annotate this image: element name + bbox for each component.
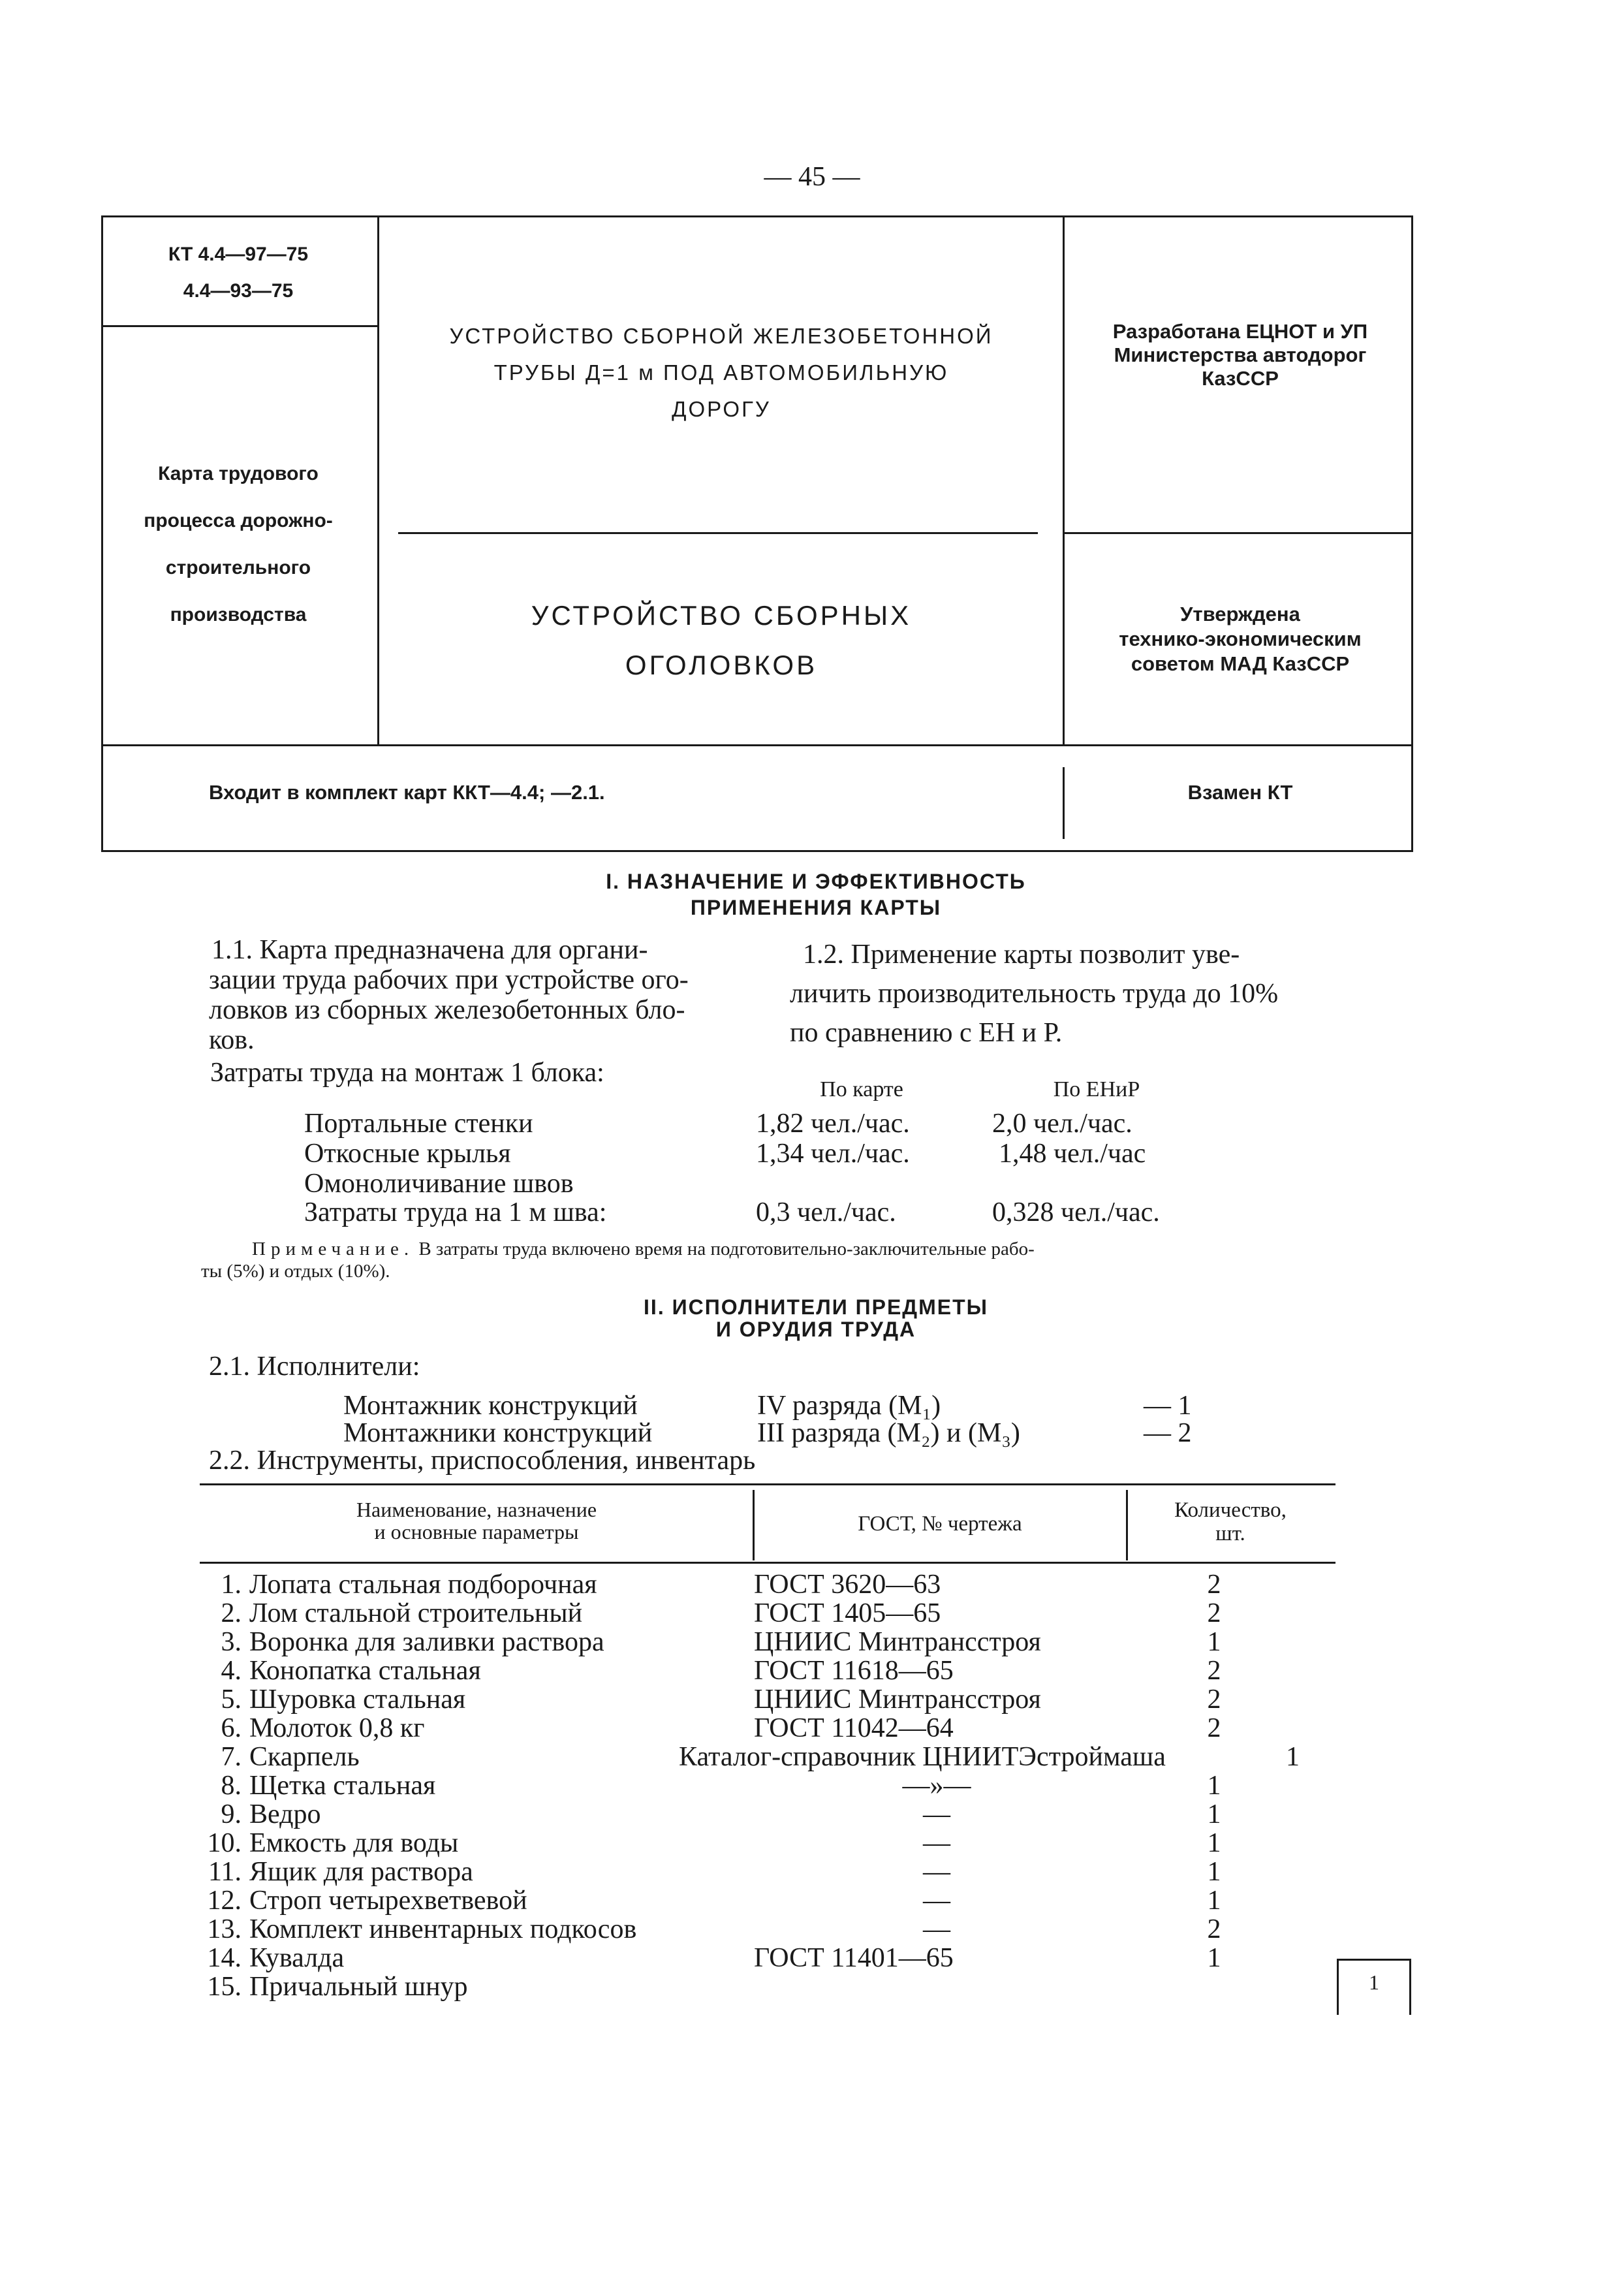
tool-name: Скарпель (249, 1742, 360, 1772)
worker-1-name: Монтажник конструкций (343, 1391, 638, 1421)
costs-row-4-name: Затраты труда на 1 м шва: (304, 1197, 607, 1227)
section-2-title-line-1: II. ИСПОЛНИТЕЛИ ПРЕДМЕТЫ (644, 1295, 988, 1319)
tool-gost: Каталог-справочник ЦНИИТЭстроймаша (679, 1742, 1166, 1772)
table-header-name (209, 1498, 744, 1543)
tool-number: 8. (221, 1771, 242, 1801)
codes-bottom-border (101, 325, 377, 327)
tool-quantity: 1 (1207, 1886, 1221, 1916)
tool-name: Щетка стальная (249, 1771, 436, 1801)
tool-quantity: 2 (1207, 1713, 1221, 1743)
tool-name: Строп четырехветвевой (249, 1886, 527, 1916)
p12-line-2: личить производительность труда до 10% (790, 979, 1279, 1009)
tool-gost: ЦНИИС Минтрансстроя (754, 1684, 1041, 1715)
set-info: Входит в комплект карт ККТ—4.4; —2.1. (209, 781, 605, 804)
tool-name: Шуровка стальная (249, 1684, 466, 1715)
header-left-border (101, 215, 103, 852)
developed-by-line-1: Разработана ЕЦНОТ и УП (1112, 320, 1368, 343)
title-separator (398, 532, 1038, 534)
table-header-name-line-2: и основные параметры (374, 1520, 579, 1543)
paragraph-1-1 (209, 935, 796, 1055)
paragraph-2-2: 2.2. Инструменты, приспособления, инвентарь (209, 1446, 756, 1476)
tool-quantity: 1 (1207, 1799, 1221, 1829)
header-top-border (101, 215, 1413, 217)
card-type (104, 451, 372, 639)
card-code-2: 4.4—93—75 (183, 280, 294, 302)
tool-gost: — (923, 1799, 950, 1829)
tool-gost: — (923, 1828, 950, 1858)
p12-line-1: 1.2. Применение карты позволит уве- (803, 940, 1240, 970)
table-header-bottom-border (200, 1562, 1335, 1564)
tool-number: 11. (208, 1857, 242, 1887)
tool-name: Воронка для заливки раствора (249, 1627, 604, 1657)
table-col-divider-2 (1126, 1490, 1128, 1560)
approved-by (1070, 602, 1410, 676)
card-code-1: КТ 4.4—97—75 (168, 244, 309, 265)
p11-line-4: ков. (209, 1025, 255, 1055)
sub-title-line-1: УСТРОЙСТВО СБОРНЫХ (531, 600, 912, 631)
tool-name: Комплект инвентарных подкосов (249, 1914, 637, 1944)
tool-name: Конопатка стальная (249, 1656, 481, 1686)
tool-number: 7. (221, 1742, 242, 1772)
tool-quantity: 1 (1207, 1627, 1221, 1657)
set-info-divider (1063, 767, 1065, 839)
header-bottom-border (101, 850, 1413, 852)
costs-row-1-card: 1,82 чел./час. (756, 1109, 910, 1139)
tool-gost: — (923, 1886, 950, 1916)
tool-number: 3. (221, 1627, 242, 1657)
header-mid-border (101, 744, 1413, 746)
table-header-gost: ГОСТ, № чертежа (858, 1512, 1022, 1536)
costs-title: Затраты труда на монтаж 1 блока: (210, 1058, 604, 1088)
tool-name: Кувалда (249, 1943, 345, 1973)
section-1-title-line-2: ПРИМЕНЕНИЯ КАРТЫ (690, 896, 942, 919)
card-type-line-2: процесса дорожно- (144, 510, 333, 531)
section-2-title (392, 1296, 1240, 1340)
tool-name: Лом стальной строительный (249, 1598, 583, 1628)
worker-2-name: Монтажники конструкций (343, 1418, 653, 1448)
main-title (392, 318, 1051, 428)
card-codes (104, 236, 372, 309)
table-header-name-line-1: Наименование, назначение (356, 1498, 597, 1521)
tool-gost: ЦНИИС Минтрансстроя (754, 1627, 1041, 1657)
section-1-title-line-1: I. НАЗНАЧЕНИЕ И ЭФФЕКТИВНОСТЬ (606, 870, 1026, 893)
tool-quantity: 2 (1207, 1656, 1221, 1686)
p11-line-2: зации труда рабочих при устройстве ого- (209, 965, 689, 995)
header-divider-2 (1063, 215, 1065, 744)
tool-gost: ГОСТ 1405—65 (754, 1598, 941, 1628)
tool-quantity: 1 (1207, 1943, 1221, 1973)
costs-row-2-name: Откосные крылья (304, 1139, 511, 1169)
paragraph-2-1: 2.1. Исполнители: (209, 1352, 420, 1382)
tool-quantity: 2 (1207, 1598, 1221, 1628)
paragraph-1-2 (790, 935, 1377, 1052)
tool-number: 9. (221, 1799, 242, 1829)
card-type-line-4: производства (170, 604, 307, 625)
worker-2-grade: III разряда (M₂) и (M₃) (757, 1418, 1020, 1448)
tool-quantity: 2 (1207, 1914, 1221, 1944)
sheet-box-top (1337, 1959, 1411, 1961)
table-header-qty-line-1: Количество, (1174, 1498, 1287, 1522)
note-text: В затраты труда включено время на подготовительно-заключительные рабо- (418, 1239, 1035, 1259)
approved-by-line-2: технико-экономическим (1119, 627, 1362, 650)
sheet-box-left (1337, 1959, 1339, 2015)
tool-gost: —»— (902, 1771, 971, 1801)
tool-number: 6. (221, 1713, 242, 1743)
worker-2-count: — 2 (1144, 1418, 1192, 1448)
tool-quantity: 2 (1207, 1570, 1221, 1600)
table-col-divider-1 (753, 1490, 755, 1560)
note-label: Примечание. (252, 1239, 414, 1259)
tool-gost: ГОСТ 3620—63 (754, 1570, 941, 1600)
main-title-line-1: УСТРОЙСТВО СБОРНОЙ ЖЕЛЕЗОБЕТОННОЙ (449, 324, 993, 348)
tool-name: Причальный шнур (249, 1972, 468, 2002)
card-type-line-1: Карта трудового (158, 463, 319, 484)
tool-number: 2. (221, 1598, 242, 1628)
sub-title-line-2: ОГОЛОВКОВ (625, 650, 818, 680)
tool-gost: — (923, 1857, 950, 1887)
tool-quantity: 1 (1207, 1828, 1221, 1858)
tool-quantity: 1 (1207, 1771, 1221, 1801)
p11-line-3: ловков из сборных железобетонных бло- (209, 995, 685, 1025)
tool-quantity: 1 (1207, 1857, 1221, 1887)
sub-title (392, 591, 1051, 690)
table-header-qty (1129, 1498, 1332, 1545)
card-type-line-3: строительного (165, 557, 311, 578)
tool-name: Ящик для раствора (249, 1857, 473, 1887)
approved-by-line-1: Утверждена (1180, 603, 1300, 625)
tool-gost: ГОСТ 11618—65 (754, 1656, 954, 1686)
replaces-info: Взамен КТ (1187, 781, 1293, 804)
section-2-title-line-2: И ОРУДИЯ ТРУДА (715, 1318, 916, 1341)
developed-by-line-2: Министерства автодорог (1114, 343, 1367, 366)
developed-by (1070, 320, 1410, 390)
main-title-line-3: ДОРОГУ (672, 397, 771, 421)
tool-name: Ведро (249, 1799, 321, 1829)
note (252, 1237, 1375, 1261)
costs-row-4-card: 0,3 чел./час. (756, 1197, 896, 1227)
tool-gost: ГОСТ 11042—64 (754, 1713, 954, 1743)
costs-row-1-name: Портальные стенки (304, 1109, 533, 1139)
tool-number: 14. (207, 1943, 242, 1973)
tool-quantity: 2 (1207, 1684, 1221, 1715)
tool-number: 15. (207, 1972, 242, 2002)
costs-row-1-enir: 2,0 чел./час. (992, 1109, 1132, 1139)
tool-number: 10. (207, 1828, 242, 1858)
sheet-box-right (1409, 1959, 1411, 2015)
tool-name: Емкость для воды (249, 1828, 459, 1858)
costs-header-card: По карте (820, 1077, 903, 1101)
tool-name: Молоток 0,8 кг (249, 1713, 425, 1743)
tool-number: 1. (221, 1570, 242, 1600)
tool-gost: ГОСТ 11401—65 (754, 1943, 954, 1973)
worker-1-count: — 1 (1144, 1391, 1192, 1421)
approved-by-line-3: советом МАД КазССР (1131, 652, 1350, 675)
header-divider-1 (377, 215, 379, 744)
costs-row-3-name: Омоноличивание швов (304, 1169, 574, 1199)
note-text-2: ты (5%) и отдых (10%). (201, 1261, 390, 1282)
developed-by-line-3: КазССР (1202, 367, 1279, 390)
p11-line-1: 1.1. Карта предназначена для органи- (211, 935, 648, 965)
main-title-line-2: ТРУБЫ Д=1 м ПОД АВТОМОБИЛЬНУЮ (493, 360, 949, 385)
costs-header-enir: По ЕНиР (1053, 1077, 1140, 1101)
table-top-border (200, 1483, 1335, 1485)
costs-row-2-enir: 1,48 чел./час (999, 1139, 1146, 1169)
section-1-title (326, 868, 1305, 921)
tool-number: 5. (221, 1684, 242, 1715)
sheet-number: 1 (1369, 1970, 1379, 1994)
page-number: — 45 — (764, 162, 860, 192)
table-header-qty-line-2: шт. (1215, 1522, 1245, 1545)
tool-gost: — (923, 1914, 950, 1944)
costs-row-2-card: 1,34 чел./час. (756, 1139, 910, 1169)
worker-1-grade: IV разряда (M₁) (757, 1391, 941, 1421)
developed-bottom-border (1063, 532, 1413, 534)
p12-line-3: по сравнению с ЕН и Р. (790, 1018, 1063, 1048)
tool-quantity: 1 (1286, 1742, 1300, 1772)
tool-name: Лопата стальная подборочная (249, 1570, 597, 1600)
tool-number: 4. (221, 1656, 242, 1686)
costs-row-4-enir: 0,328 чел./час. (992, 1197, 1160, 1227)
tools-list (0, 1570, 1624, 2027)
tool-number: 12. (207, 1886, 242, 1916)
tool-number: 13. (207, 1914, 242, 1944)
